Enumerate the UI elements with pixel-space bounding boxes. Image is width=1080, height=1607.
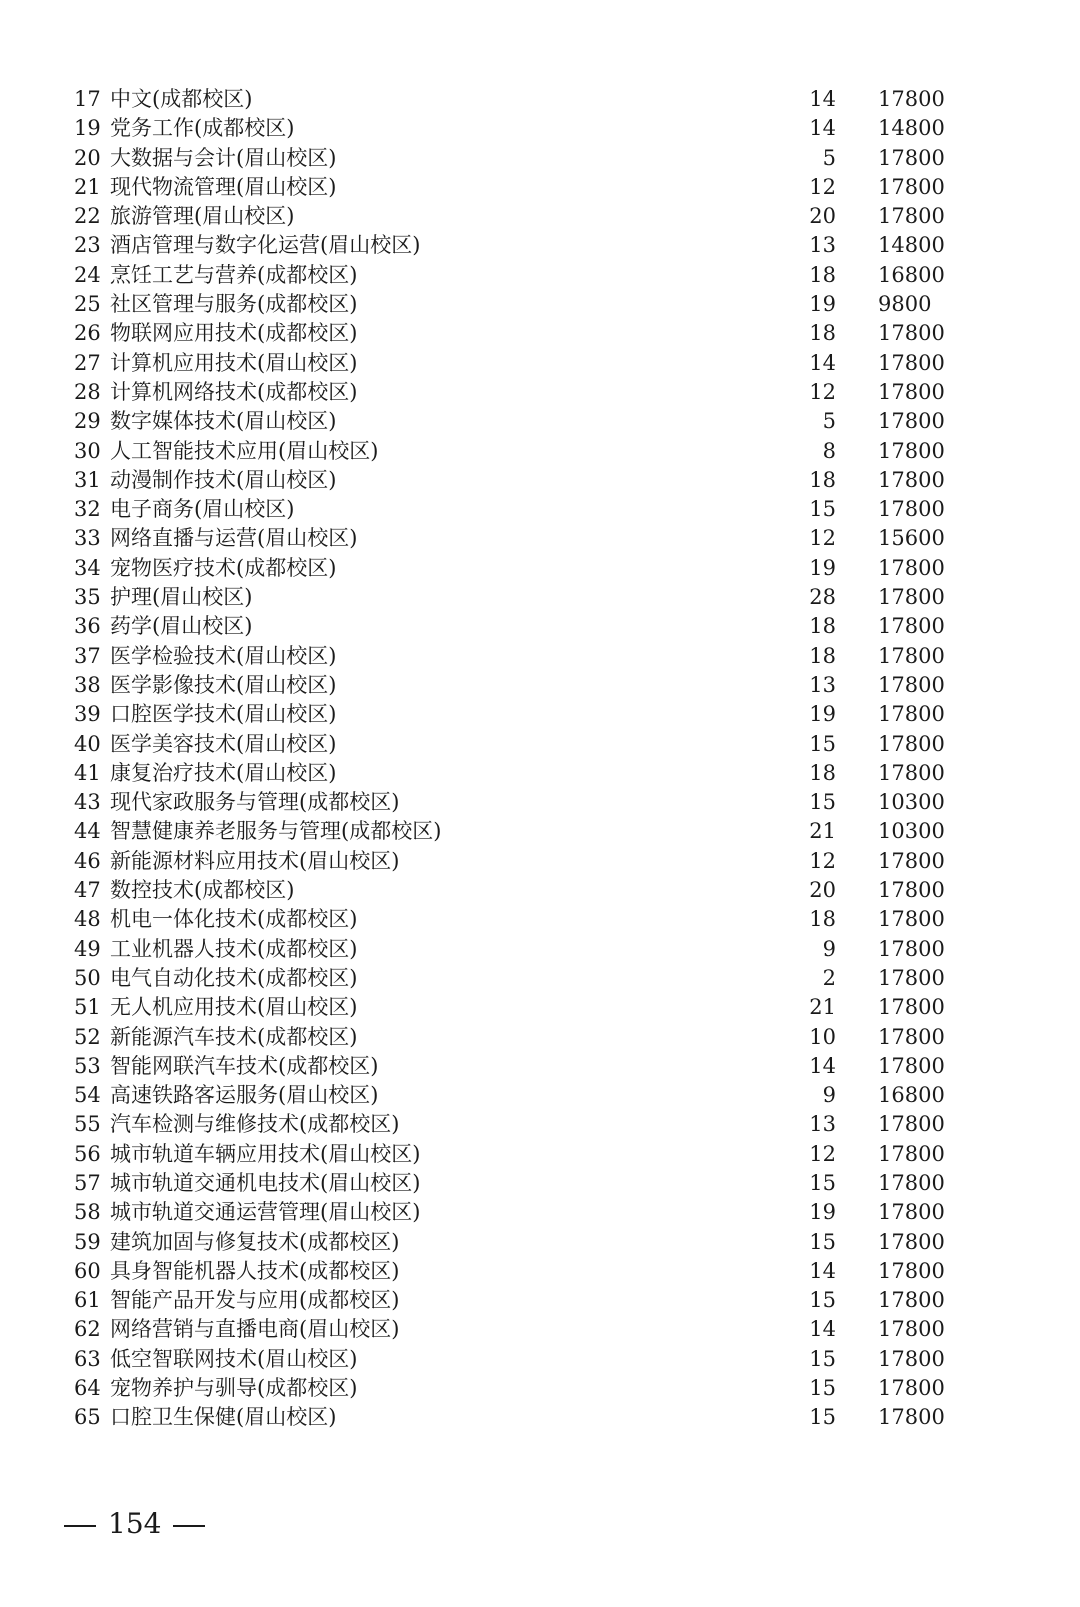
major-code: 48 [74, 907, 101, 932]
table-row [0, 1081, 1080, 1110]
table-row [0, 261, 1080, 290]
enrollment-count: 19 [809, 555, 836, 580]
table-row [0, 290, 1080, 319]
table-row [0, 700, 1080, 729]
major-name: 中文(成都校区) [110, 87, 253, 111]
major-code: 49 [74, 936, 101, 961]
table-row [0, 202, 1080, 231]
major-code: 53 [74, 1053, 101, 1078]
tuition-fee: 17800 [878, 1141, 945, 1166]
major-name: 康复治疗技术(眉山校区) [110, 760, 337, 785]
enrollment-count: 2 [822, 965, 836, 990]
enrollment-count: 15 [809, 1376, 836, 1401]
major-code: 19 [74, 116, 101, 141]
major-code: 44 [74, 819, 101, 844]
major-table [0, 85, 1080, 1433]
tuition-fee: 17800 [878, 145, 945, 170]
enrollment-count: 5 [822, 145, 836, 170]
major-name: 酒店管理与数字化运营(眉山校区) [110, 233, 421, 258]
major-name: 智能产品开发与应用(成都校区) [110, 1288, 400, 1313]
major-name: 无人机应用技术(眉山校区) [110, 995, 358, 1020]
enrollment-count: 19 [809, 292, 836, 317]
major-name: 大数据与会计(眉山校区) [110, 145, 337, 170]
enrollment-count: 18 [809, 467, 836, 492]
major-name: 电气自动化技术(成都校区) [110, 965, 358, 990]
enrollment-count: 18 [809, 760, 836, 785]
major-code: 51 [74, 995, 101, 1020]
enrollment-count: 12 [809, 379, 836, 404]
tuition-fee: 17800 [878, 438, 945, 463]
enrollment-count: 12 [809, 174, 836, 199]
tuition-fee: 16800 [878, 262, 945, 287]
major-name: 智能网联汽车技术(成都校区) [110, 1053, 379, 1078]
major-code: 20 [74, 145, 101, 170]
major-code: 40 [74, 731, 101, 756]
tuition-fee: 17800 [878, 1317, 945, 1342]
tuition-fee: 17800 [878, 965, 945, 990]
table-row [0, 583, 1080, 612]
major-name: 医学影像技术(眉山校区) [110, 672, 337, 697]
tuition-fee: 10300 [878, 790, 945, 815]
enrollment-count: 13 [809, 672, 836, 697]
table-row [0, 905, 1080, 934]
major-name: 高速铁路客运服务(眉山校区) [110, 1083, 379, 1108]
enrollment-count: 18 [809, 643, 836, 668]
table-row [0, 817, 1080, 846]
tuition-fee: 17800 [878, 1112, 945, 1137]
major-code: 36 [74, 614, 101, 639]
table-row [0, 1345, 1080, 1374]
tuition-fee: 17800 [878, 497, 945, 522]
table-row [0, 964, 1080, 993]
enrollment-count: 18 [809, 614, 836, 639]
tuition-fee: 17800 [878, 1053, 945, 1078]
major-code: 23 [74, 233, 101, 258]
enrollment-count: 15 [809, 1346, 836, 1371]
enrollment-count: 9 [822, 936, 836, 961]
major-name: 宠物医疗技术(成都校区) [110, 555, 337, 580]
table-row [0, 671, 1080, 700]
table-row [0, 993, 1080, 1022]
tuition-fee: 17800 [878, 1200, 945, 1225]
tuition-fee: 17800 [878, 731, 945, 756]
tuition-fee: 17800 [878, 350, 945, 375]
major-code: 25 [74, 292, 101, 317]
tuition-fee: 17800 [878, 174, 945, 199]
major-name: 低空智联网技术(眉山校区) [110, 1346, 358, 1371]
tuition-fee: 17800 [878, 1024, 945, 1049]
table-row [0, 319, 1080, 348]
table-row [0, 554, 1080, 583]
enrollment-count: 18 [809, 907, 836, 932]
table-row [0, 1257, 1080, 1286]
major-code: 24 [74, 262, 101, 287]
major-name: 城市轨道交通机电技术(眉山校区) [110, 1170, 421, 1195]
tuition-fee: 17800 [878, 1229, 945, 1254]
major-code: 47 [74, 878, 101, 903]
enrollment-count: 12 [809, 526, 836, 551]
major-name: 网络直播与运营(眉山校区) [110, 526, 358, 551]
footer-dash-right [173, 1525, 205, 1527]
major-name: 数字媒体技术(眉山校区) [110, 409, 337, 434]
major-name: 电子商务(眉山校区) [110, 497, 295, 522]
tuition-fee: 17800 [878, 1258, 945, 1283]
table-row [0, 378, 1080, 407]
enrollment-count: 15 [809, 1288, 836, 1313]
major-code: 29 [74, 409, 101, 434]
table-row [0, 1315, 1080, 1344]
enrollment-count: 19 [809, 1200, 836, 1225]
major-name: 口腔卫生保健(眉山校区) [110, 1405, 337, 1430]
major-name: 智慧健康养老服务与管理(成都校区) [110, 819, 442, 844]
enrollment-count: 15 [809, 790, 836, 815]
major-code: 65 [74, 1405, 101, 1430]
major-name: 动漫制作技术(眉山校区) [110, 467, 337, 492]
major-code: 31 [74, 467, 101, 492]
tuition-fee: 17800 [878, 204, 945, 229]
major-name: 社区管理与服务(成都校区) [110, 292, 358, 317]
major-code: 62 [74, 1317, 101, 1342]
table-row [0, 407, 1080, 436]
major-name: 具身智能机器人技术(成都校区) [110, 1258, 400, 1283]
major-name: 药学(眉山校区) [110, 614, 253, 639]
tuition-fee: 17800 [878, 907, 945, 932]
table-row [0, 876, 1080, 905]
major-name: 人工智能技术应用(眉山校区) [110, 438, 379, 463]
enrollment-count: 9 [822, 1083, 836, 1108]
table-row [0, 1052, 1080, 1081]
tuition-fee: 14800 [878, 116, 945, 141]
major-name: 工业机器人技术(成都校区) [110, 936, 358, 961]
enrollment-count: 13 [809, 233, 836, 258]
table-row [0, 788, 1080, 817]
tuition-fee: 17800 [878, 614, 945, 639]
major-code: 64 [74, 1376, 101, 1401]
major-code: 46 [74, 848, 101, 873]
major-code: 57 [74, 1170, 101, 1195]
enrollment-count: 15 [809, 497, 836, 522]
tuition-fee: 17800 [878, 1405, 945, 1430]
tuition-fee: 17800 [878, 1376, 945, 1401]
major-name: 党务工作(成都校区) [110, 116, 295, 141]
major-code: 52 [74, 1024, 101, 1049]
table-row [0, 231, 1080, 260]
major-code: 63 [74, 1346, 101, 1371]
major-code: 26 [74, 321, 101, 346]
major-name: 宠物养护与驯导(成都校区) [110, 1376, 358, 1401]
major-code: 27 [74, 350, 101, 375]
enrollment-count: 14 [809, 1317, 836, 1342]
major-code: 60 [74, 1258, 101, 1283]
major-code: 37 [74, 643, 101, 668]
page-footer [64, 1507, 205, 1541]
major-code: 33 [74, 526, 101, 551]
major-name: 机电一体化技术(成都校区) [110, 907, 358, 932]
tuition-fee: 17800 [878, 848, 945, 873]
major-name: 网络营销与直播电商(眉山校区) [110, 1317, 400, 1342]
enrollment-count: 19 [809, 702, 836, 727]
enrollment-count: 14 [809, 1258, 836, 1283]
enrollment-count: 12 [809, 1141, 836, 1166]
tuition-fee: 17800 [878, 1346, 945, 1371]
table-row [0, 935, 1080, 964]
tuition-fee: 17800 [878, 702, 945, 727]
tuition-fee: 10300 [878, 819, 945, 844]
major-name: 护理(眉山校区) [110, 585, 253, 610]
table-row [0, 495, 1080, 524]
enrollment-count: 28 [809, 585, 836, 610]
tuition-fee: 17800 [878, 760, 945, 785]
tuition-fee: 17800 [878, 87, 945, 111]
table-row [0, 1403, 1080, 1432]
major-name: 计算机网络技术(成都校区) [110, 379, 358, 404]
major-code: 22 [74, 204, 101, 229]
major-code: 21 [74, 174, 101, 199]
major-code: 38 [74, 672, 101, 697]
major-name: 物联网应用技术(成都校区) [110, 321, 358, 346]
major-name: 城市轨道车辆应用技术(眉山校区) [110, 1141, 421, 1166]
table-row [0, 144, 1080, 173]
table-row [0, 173, 1080, 202]
table-row [0, 114, 1080, 143]
major-code: 59 [74, 1229, 101, 1254]
major-code: 61 [74, 1288, 101, 1313]
enrollment-count: 15 [809, 1405, 836, 1430]
tuition-fee: 17800 [878, 643, 945, 668]
enrollment-count: 18 [809, 262, 836, 287]
footer-dash-left [64, 1525, 96, 1527]
tuition-fee: 17800 [878, 379, 945, 404]
tuition-fee: 17800 [878, 409, 945, 434]
enrollment-count: 14 [809, 116, 836, 141]
major-name: 汽车检测与维修技术(成都校区) [110, 1112, 400, 1137]
enrollment-count: 12 [809, 848, 836, 873]
table-row [0, 1228, 1080, 1257]
major-name: 烹饪工艺与营养(成都校区) [110, 262, 358, 287]
enrollment-count: 14 [809, 87, 836, 111]
major-code: 30 [74, 438, 101, 463]
enrollment-count: 15 [809, 1229, 836, 1254]
tuition-fee: 17800 [878, 467, 945, 492]
major-name: 现代物流管理(眉山校区) [110, 174, 337, 199]
table-row [0, 1140, 1080, 1169]
enrollment-count: 15 [809, 1170, 836, 1195]
tuition-fee: 17800 [878, 672, 945, 697]
major-name: 计算机应用技术(眉山校区) [110, 350, 358, 375]
tuition-fee: 17800 [878, 1288, 945, 1313]
table-row [0, 85, 1080, 114]
enrollment-count: 10 [809, 1024, 836, 1049]
enrollment-count: 8 [822, 438, 836, 463]
major-code: 41 [74, 760, 101, 785]
tuition-fee: 14800 [878, 233, 945, 258]
major-code: 58 [74, 1200, 101, 1225]
enrollment-count: 18 [809, 321, 836, 346]
table-row [0, 1374, 1080, 1403]
tuition-fee: 17800 [878, 321, 945, 346]
table-row [0, 524, 1080, 553]
table-row [0, 437, 1080, 466]
tuition-fee: 17800 [878, 1170, 945, 1195]
major-code: 17 [74, 87, 101, 111]
tuition-fee: 17800 [878, 936, 945, 961]
major-code: 43 [74, 790, 101, 815]
major-name: 医学美容技术(眉山校区) [110, 731, 337, 756]
table-row [0, 1023, 1080, 1052]
table-row [0, 759, 1080, 788]
major-code: 28 [74, 379, 101, 404]
enrollment-count: 5 [822, 409, 836, 434]
major-name: 新能源材料应用技术(眉山校区) [110, 848, 400, 873]
major-name: 建筑加固与修复技术(成都校区) [110, 1229, 400, 1254]
table-row [0, 349, 1080, 378]
table-row [0, 1169, 1080, 1198]
tuition-fee: 16800 [878, 1083, 945, 1108]
table-row [0, 642, 1080, 671]
table-row [0, 847, 1080, 876]
major-name: 医学检验技术(眉山校区) [110, 643, 337, 668]
tuition-fee: 15600 [878, 526, 945, 551]
enrollment-count: 14 [809, 350, 836, 375]
tuition-fee: 17800 [878, 995, 945, 1020]
table-row [0, 466, 1080, 495]
tuition-fee: 17800 [878, 878, 945, 903]
major-code: 35 [74, 585, 101, 610]
enrollment-count: 20 [809, 878, 836, 903]
major-name: 口腔医学技术(眉山校区) [110, 702, 337, 727]
table-row [0, 612, 1080, 641]
page-number: 154 [108, 1507, 162, 1540]
major-code: 56 [74, 1141, 101, 1166]
enrollment-count: 21 [809, 995, 836, 1020]
tuition-fee: 17800 [878, 585, 945, 610]
enrollment-count: 20 [809, 204, 836, 229]
major-name: 数控技术(成都校区) [110, 878, 295, 903]
enrollment-count: 15 [809, 731, 836, 756]
major-name: 旅游管理(眉山校区) [110, 204, 295, 229]
major-code: 34 [74, 555, 101, 580]
major-code: 50 [74, 965, 101, 990]
major-code: 39 [74, 702, 101, 727]
major-code: 54 [74, 1083, 101, 1108]
major-name: 新能源汽车技术(成都校区) [110, 1024, 358, 1049]
major-name: 现代家政服务与管理(成都校区) [110, 790, 400, 815]
table-row [0, 1198, 1080, 1227]
major-name: 城市轨道交通运营管理(眉山校区) [110, 1200, 421, 1225]
major-code: 32 [74, 497, 101, 522]
table-row [0, 1286, 1080, 1315]
major-code: 55 [74, 1112, 101, 1137]
tuition-fee: 17800 [878, 555, 945, 580]
table-row [0, 730, 1080, 759]
table-row [0, 1110, 1080, 1139]
enrollment-count: 14 [809, 1053, 836, 1078]
enrollment-count: 21 [809, 819, 836, 844]
enrollment-count: 13 [809, 1112, 836, 1137]
tuition-fee: 9800 [878, 292, 932, 317]
